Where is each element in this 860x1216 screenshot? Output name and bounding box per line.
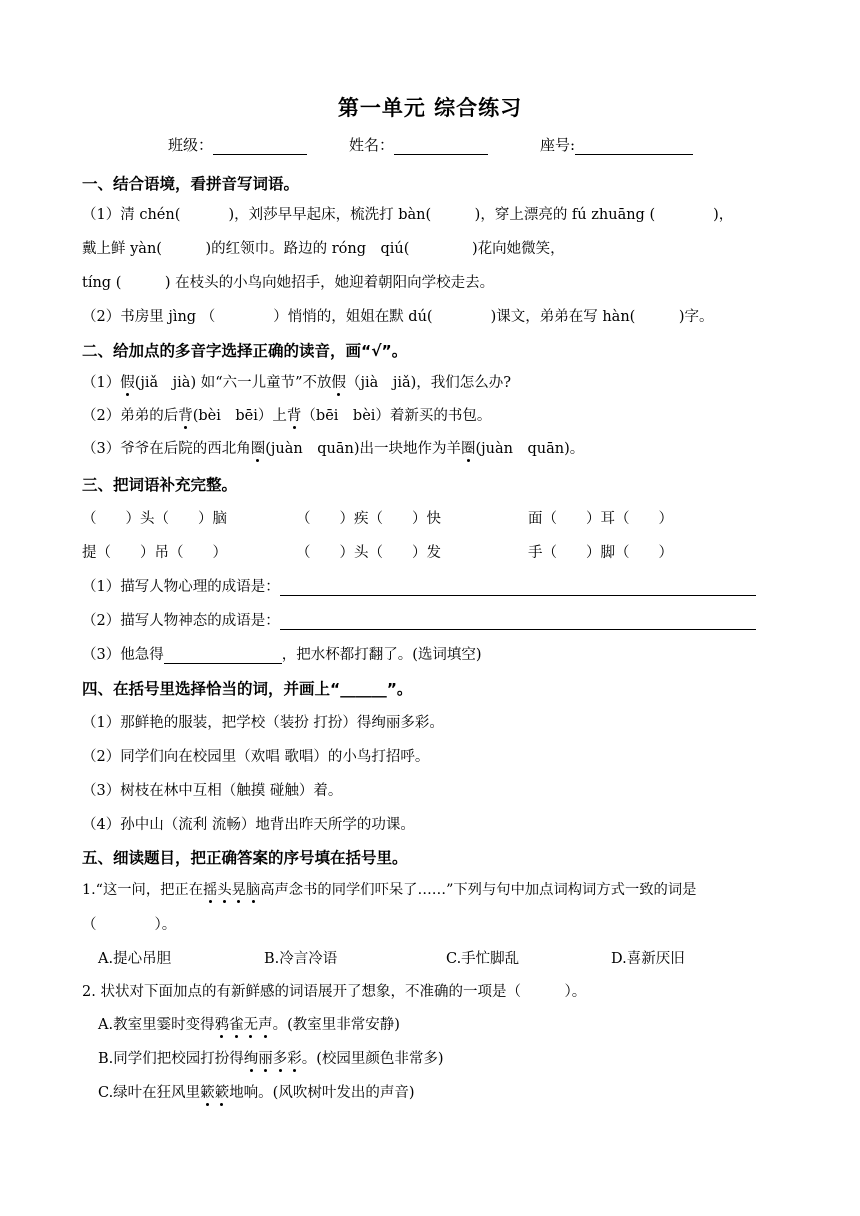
option-d: D.喜新厌旧	[611, 951, 685, 967]
idiom-blank: （ ）头（ ）发	[296, 545, 441, 561]
option-b: B.冷言冷语	[264, 951, 338, 967]
section-4-line-2: （2）同学们向在校园里（欢唱 歌唱）的小鸟打招呼。	[82, 749, 430, 765]
idiom-blank: （ ）头（ ）脑	[82, 511, 227, 527]
section-2-line-3: （3）爷爷在后院的西北角圈(juàn quān)出一块地作为羊圈(juàn quān)。	[82, 441, 585, 457]
name-blank[interactable]	[394, 139, 488, 155]
section-2-heading: 二、给加点的多音字选择正确的读音，画“√”。	[82, 342, 408, 360]
section-1-line-2: 戴上鲜 yàn( )的红领巾。路边的 róng qiú( )花向她微笑，	[82, 241, 565, 257]
dotted-phrase: 簌簌	[200, 1085, 230, 1101]
class-blank[interactable]	[213, 139, 307, 155]
section-5-option-b: B.同学们把校园打扮得绚丽多彩。(校园里颜色非常多)	[98, 1051, 444, 1067]
answer-blank[interactable]	[280, 580, 756, 596]
option-c: C.手忙脚乱	[446, 951, 520, 967]
section-4-line-1: （1）那鲜艳的服装，把学校（装扮 打扮）得绚丽多彩。	[82, 715, 444, 731]
section-4-heading: 四、在括号里选择恰当的词，并画上“______”。	[82, 680, 413, 698]
idiom-blank: 提（ ）吊（ ）	[82, 545, 227, 561]
dotted-phrase: 摇头晃脑	[203, 882, 261, 898]
page-title: 第一单元 综合练习	[337, 96, 523, 120]
name-field	[349, 134, 488, 155]
dotted-char: 假	[120, 375, 135, 391]
section-1-line-4: （2）书房里 jìng （ ）悄悄的，姐姐在默 dú( )课文，弟弟在写 hàn( )字。	[82, 309, 714, 325]
section-1-line-3: tíng ( ) 在枝头的小鸟向她招手，她迎着朝阳向学校走去。	[82, 275, 495, 291]
answer-blank[interactable]	[280, 614, 756, 630]
section-3-heading: 三、把词语补充完整。	[82, 476, 238, 494]
section-2-line-2: （2）弟弟的后背(bèi bēi）上背（bēi bèi）着新买的书包。	[82, 408, 492, 424]
section-1-heading: 一、结合语境，看拼音写词语。	[82, 175, 300, 193]
option-a: A.提心吊胆	[98, 951, 172, 967]
seat-blank[interactable]	[575, 139, 693, 155]
section-5-question-1: 1.“这一问，把正在摇头晃脑高声念书的同学们吓呆了……”下列与句中加点词构词方式一致的词是	[82, 882, 697, 898]
section-3-question-2: （2）描写人物神态的成语是：	[82, 609, 756, 630]
section-5-question-1-paren: （ ）。	[82, 917, 177, 933]
section-3-question-1: （1）描写人物心理的成语是：	[82, 575, 756, 596]
name-label: 姓名：	[349, 136, 395, 154]
idiom-blank: 手（ ）脚（ ）	[528, 545, 673, 561]
section-5-heading: 五、细读题目，把正确答案的序号填在括号里。	[82, 849, 408, 867]
class-label: 班级：	[168, 136, 214, 154]
section-5-option-c: C.绿叶在狂风里簌簌地响。(风吹树叶发出的声音)	[98, 1085, 415, 1101]
seat-label: 座号:	[540, 136, 576, 154]
section-4-line-4: （4）孙中山（流利 流畅）地背出昨天所学的功课。	[82, 817, 415, 833]
dotted-char: 背	[286, 408, 302, 424]
section-5-option-a: A.教室里霎时变得鸦雀无声。(教室里非常安静)	[98, 1017, 400, 1033]
idiom-blank: （ ）疾（ ）快	[296, 511, 441, 527]
section-4-line-3: （3）树枝在林中互相（触摸 碰触）着。	[82, 783, 343, 799]
dotted-char: 背	[178, 408, 193, 424]
dotted-phrase: 绚丽多彩	[243, 1051, 302, 1067]
dotted-char: 圈	[250, 441, 266, 457]
dotted-phrase: 鸦雀无声	[214, 1017, 273, 1033]
section-1-line-1: （1）清 chén( )，刘莎早早起床，梳洗打 bàn( )，穿上漂亮的 fú zhuāng ( )，	[82, 207, 734, 223]
class-field	[168, 134, 307, 155]
section-2-line-1: （1）假(jiǎ jià) 如“六一儿童节”不放假（jià jiǎ)，我们怎么办?	[82, 375, 512, 391]
dotted-char: 假	[331, 375, 347, 391]
section-5-question-2: 2. 状状对下面加点的有新鲜感的词语展开了想象，不准确的一项是（ ）。	[82, 984, 587, 1000]
idiom-blank: 面（ ）耳（ ）	[528, 511, 673, 527]
section-3-question-3: （3）他急得 ，把水杯都打翻了。(选词填空)	[82, 647, 482, 663]
seat-field	[540, 134, 693, 155]
dotted-char: 圈	[460, 441, 476, 457]
answer-blank[interactable]	[164, 648, 282, 664]
